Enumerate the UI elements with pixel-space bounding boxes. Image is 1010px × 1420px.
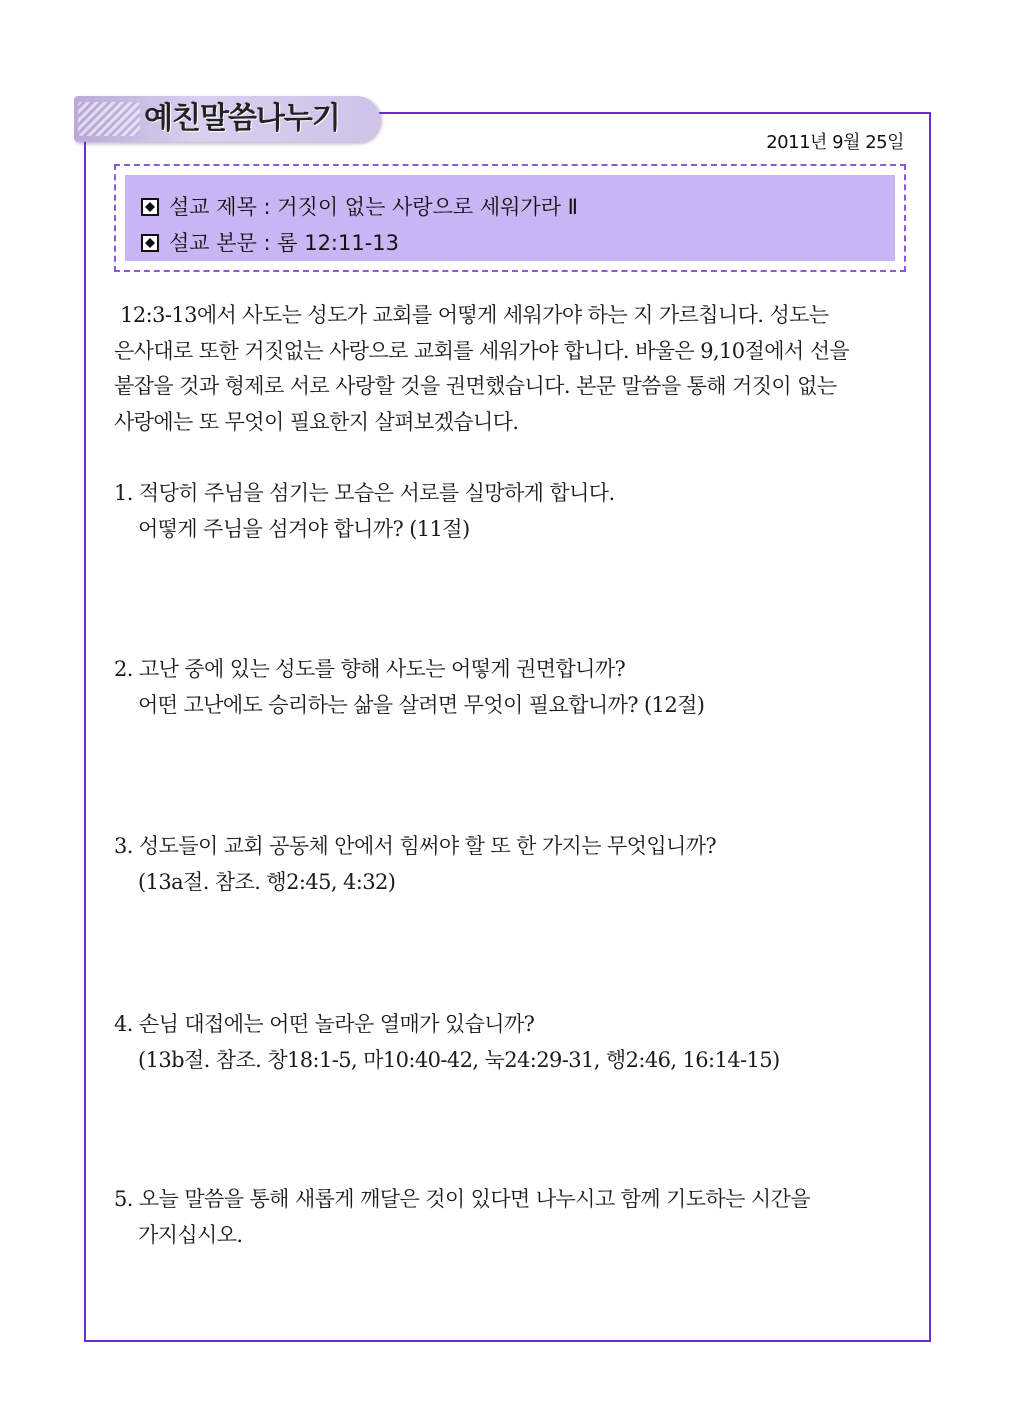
- question-3: [114, 829, 914, 900]
- question-subtext: 가지십시오.: [138, 1222, 243, 1247]
- sermon-scripture: 설교 본문 : 롬 12:11-13: [169, 231, 400, 255]
- header-decoration: [78, 102, 140, 136]
- question-subtext: 어떻게 주님을 섬겨야 합니까? (11절): [138, 516, 470, 541]
- question-subtext: 어떤 고난에도 승리하는 삶을 살려면 무엇이 필요합니까? (12절): [138, 692, 705, 717]
- question-text: 4. 손님 대접에는 어떤 놀라운 열매가 있습니까?: [114, 1012, 535, 1036]
- question-5: [114, 1182, 914, 1253]
- question-text: 2. 고난 중에 있는 성도를 향해 사도는 어떻게 권면합니까?: [114, 657, 626, 681]
- question-subtext: (13a절. 참조. 행2:45, 4:32): [138, 869, 396, 894]
- sermon-info-box: [114, 164, 906, 272]
- sermon-text-row: [141, 225, 895, 261]
- sermon-title-row: [141, 189, 895, 225]
- page-frame: [84, 112, 931, 1342]
- question-4: [114, 1007, 914, 1078]
- sermon-date: 2011년 9월 25일: [766, 132, 904, 153]
- intro-paragraph: [114, 298, 914, 440]
- diamond-bullet-icon: [141, 198, 159, 216]
- intro-line: 12:3-13에서 사도는 성도가 교회를 어떻게 세워가야 하는 지 가르칩니다. 성도는: [114, 303, 829, 327]
- question-1: [114, 476, 914, 547]
- intro-line: 은사대로 또한 거짓없는 사랑으로 교회를 세워가야 합니다. 바울은 9,10절에서 선을: [114, 338, 850, 363]
- diamond-bullet-icon: [141, 234, 159, 252]
- question-2: [114, 652, 914, 723]
- intro-line: 사랑에는 또 무엇이 필요한지 살펴보겠습니다.: [114, 409, 519, 434]
- question-text: 5. 오늘 말씀을 통해 새롭게 깨달은 것이 있다면 나누시고 함께 기도하는 시간을: [114, 1187, 810, 1211]
- header-badge: [74, 96, 380, 142]
- page-title: 예친말씀나누기: [144, 101, 340, 136]
- sermon-title: 설교 제목 : 거짓이 없는 사랑으로 세워가라 Ⅱ: [169, 195, 578, 219]
- question-text: 3. 성도들이 교회 공동체 안에서 힘써야 할 또 한 가지는 무엇입니까?: [114, 834, 717, 858]
- sermon-info-panel: [125, 175, 895, 261]
- question-subtext: (13b절. 참조. 창18:1-5, 마10:40-42, 눅24:29-31, 행2:46, 16:14-15): [138, 1047, 780, 1072]
- question-text: 1. 적당히 주님을 섬기는 모습은 서로를 실망하게 합니다.: [114, 481, 615, 505]
- intro-line: 붙잡을 것과 형제로 서로 사랑할 것을 권면했습니다. 본문 말씀을 통해 거짓이 없는: [114, 374, 837, 398]
- header-rule: [380, 112, 931, 114]
